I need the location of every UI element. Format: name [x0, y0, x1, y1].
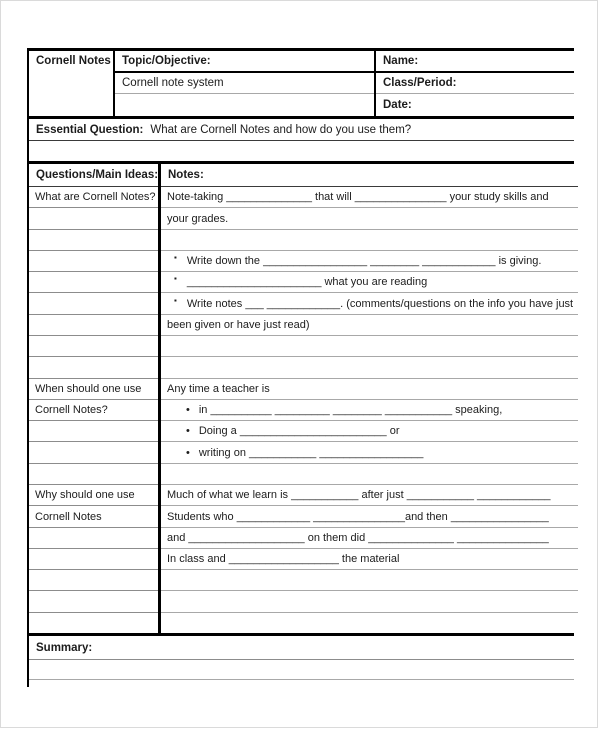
document-title: Cornell Notes: [29, 51, 115, 116]
questions-header: Questions/Main Ideas:: [29, 164, 158, 187]
note-row: [161, 591, 578, 612]
question-row: [29, 570, 158, 591]
square-bullet-icon: ▪: [174, 295, 177, 305]
topic-column: [115, 51, 376, 116]
question-row: [29, 442, 158, 463]
essential-question-label: Essential Question:: [36, 123, 144, 136]
note-text: and ___________________ on them did ______________ _______________: [167, 531, 549, 544]
round-bullet-icon: •: [186, 404, 190, 417]
summary-blank-row: [29, 660, 574, 680]
note-row: [161, 464, 578, 485]
class-period-label: Class/Period:: [376, 73, 574, 94]
note-text: your grades.: [167, 212, 229, 225]
note-row: [161, 613, 578, 633]
question-row: [29, 421, 158, 442]
notes-rows: [161, 187, 578, 633]
note-row: [161, 336, 578, 357]
question-row: [29, 315, 158, 336]
question-row: Cornell Notes: [29, 506, 158, 527]
topic-objective-label: Topic/Objective:: [115, 51, 374, 73]
question-row: [29, 549, 158, 570]
notes-header: Notes:: [161, 164, 578, 187]
essential-question-text: What are Cornell Notes and how do you use them?: [150, 123, 412, 136]
note-text: Any time a teacher is: [167, 382, 270, 395]
question-row: [29, 357, 158, 378]
note-row: [161, 528, 578, 549]
note-text: In class and __________________ the material: [167, 553, 400, 566]
question-row: Cornell Notes?: [29, 400, 158, 421]
date-label: Date:: [383, 99, 412, 111]
note-text: Students who ____________ _______________and then ________________: [167, 510, 549, 523]
note-text: Note-taking ______________ that will _______________ your study skills and: [167, 191, 549, 204]
note-text: been given or have just read): [167, 318, 310, 331]
note-text: writing on ___________ _________________: [198, 446, 424, 459]
question-row: Why should one use: [29, 485, 158, 506]
question-row: [29, 591, 158, 612]
note-row: [161, 506, 578, 527]
note-row: [161, 251, 578, 272]
note-text: Doing a ________________________ or: [198, 425, 400, 438]
note-row: [161, 379, 578, 400]
question-row: [29, 230, 158, 251]
note-text: in __________ _________ ________ ___________ speaking,: [198, 404, 503, 417]
note-row: [161, 400, 578, 421]
round-bullet-icon: •: [186, 425, 190, 438]
essential-question-block: [27, 119, 574, 161]
note-row: [161, 315, 578, 336]
note-row: [161, 421, 578, 442]
note-text: ______________________ what you are reading: [186, 276, 428, 289]
note-row: [161, 272, 578, 293]
topic-empty-row: [115, 94, 374, 116]
note-text: Write notes ___ ____________. (comments/questions on the info you have just: [186, 297, 574, 310]
header-table: [27, 48, 574, 119]
note-text: Much of what we learn is ___________ after just ___________ ____________: [167, 489, 551, 502]
question-row: [29, 528, 158, 549]
topic-objective-value: Cornell note system: [115, 73, 374, 94]
note-row: [161, 570, 578, 591]
note-row: [161, 187, 578, 208]
question-row: [29, 208, 158, 229]
question-row: [29, 272, 158, 293]
note-row: [161, 442, 578, 463]
note-text: Write down the _________________ ________ ____________ is giving.: [186, 255, 542, 268]
essential-question-row: [29, 119, 574, 141]
question-row: What are Cornell Notes?: [29, 187, 158, 208]
question-row: [29, 464, 158, 485]
summary-label: Summary:: [29, 636, 574, 660]
square-bullet-icon: ▪: [174, 274, 177, 284]
notes-column: [161, 164, 578, 633]
note-row: [161, 549, 578, 570]
round-bullet-icon: •: [186, 446, 190, 459]
note-row: [161, 357, 578, 378]
square-bullet-icon: ▪: [174, 253, 177, 263]
note-row: [161, 230, 578, 251]
question-row: [29, 613, 158, 633]
summary-section: [27, 636, 574, 687]
student-info-column: [376, 51, 574, 116]
note-row: [161, 293, 578, 314]
spacer-row: [29, 141, 574, 161]
summary-edge-stub: [29, 680, 574, 686]
question-row: [29, 336, 158, 357]
note-row: [161, 485, 578, 506]
question-row: When should one use: [29, 379, 158, 400]
note-row: [161, 208, 578, 229]
question-row: [29, 251, 158, 272]
questions-column: [29, 164, 161, 633]
question-row: [29, 293, 158, 314]
name-label: Name:: [376, 51, 574, 73]
questions-rows: [29, 187, 158, 633]
main-table: [27, 161, 574, 636]
